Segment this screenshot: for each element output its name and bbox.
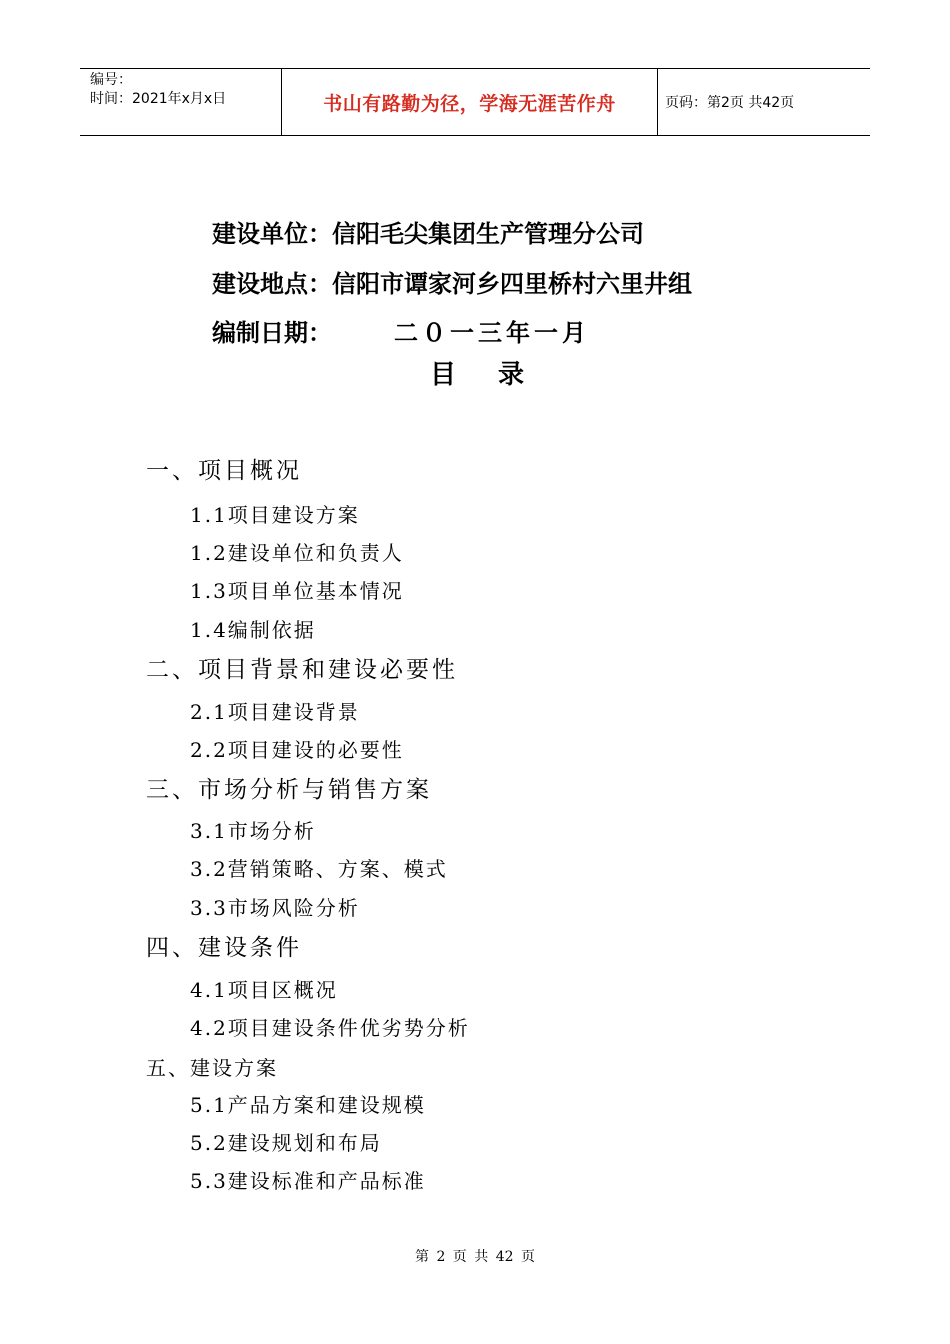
header-motto-cell [282, 69, 658, 135]
construction-site-row [212, 269, 692, 299]
header-page-info: 页码：第2页 共42页 [665, 95, 795, 111]
toc-item: 5.2建设规划和布局 [190, 1131, 382, 1155]
toc-item: 2.1项目建设背景 [190, 700, 360, 724]
page-footer [0, 1246, 950, 1266]
document-time-label: 时间：2021年x月x日 [90, 91, 227, 107]
compile-date-value: 二０一三年一月 [394, 319, 590, 347]
toc-item: 3.2营销策略、方案、模式 [190, 857, 448, 881]
toc-item: 3.1市场分析 [190, 819, 316, 843]
toc-item: 1.3项目单位基本情况 [190, 579, 404, 603]
toc-item: 1.2建设单位和负责人 [190, 541, 404, 565]
toc-item: 2.2项目建设的必要性 [190, 738, 404, 762]
construction-site-value: 信阳市谭家河乡四里桥村六里井组 [332, 270, 692, 298]
header-motto: 书山有路勤为径，学海无涯苦作舟 [323, 92, 616, 115]
compile-date-label: 编制日期： [212, 319, 332, 347]
toc-item: 一、项目概况 [146, 458, 302, 484]
toc-item: 四、建设条件 [146, 935, 302, 961]
construction-unit-label: 建设单位： [212, 220, 332, 248]
toc-title [430, 359, 524, 391]
construction-site-label: 建设地点： [212, 270, 332, 298]
document-number-label: 编号： [90, 72, 132, 88]
toc-item: 五、建设方案 [146, 1056, 278, 1080]
construction-unit-row [212, 219, 644, 249]
toc-item: 三、市场分析与销售方案 [146, 777, 432, 803]
toc-item: 4.1项目区概况 [190, 978, 338, 1002]
toc-item: 5.3建设标准和产品标准 [190, 1169, 426, 1193]
footer-page-number: 第 2 页 共 42 页 [415, 1249, 535, 1265]
construction-unit-value: 信阳毛尖集团生产管理分公司 [332, 220, 644, 248]
toc-item: 4.2项目建设条件优劣势分析 [190, 1016, 470, 1040]
toc-item: 3.3市场风险分析 [190, 896, 360, 920]
page-header [80, 68, 870, 136]
compile-date-row [212, 318, 590, 348]
toc-item: 5.1产品方案和建设规模 [190, 1093, 426, 1117]
toc-item: 1.1项目建设方案 [190, 503, 360, 527]
toc-item: 1.4编制依据 [190, 618, 316, 642]
toc-title-part2: 录 [498, 360, 525, 390]
toc-item: 二、项目背景和建设必要性 [146, 657, 458, 683]
header-meta-cell [80, 69, 282, 135]
toc-title-part1: 目 [430, 360, 457, 390]
header-page-cell [658, 69, 870, 135]
